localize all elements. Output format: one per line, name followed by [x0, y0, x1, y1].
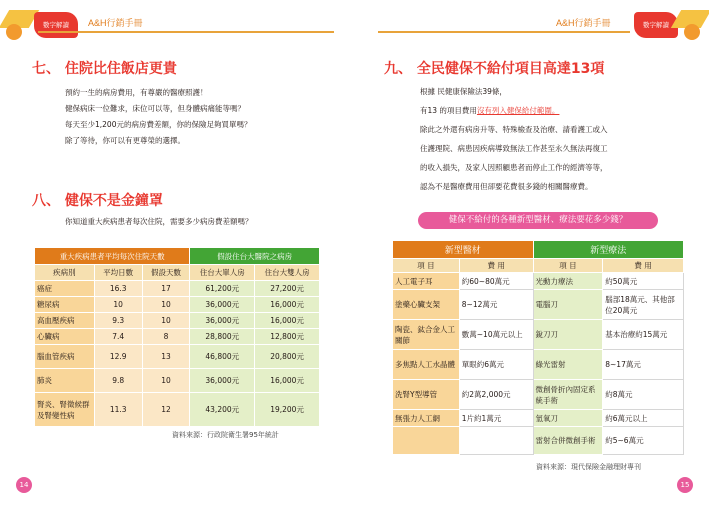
section9-body	[420, 82, 608, 196]
table-row	[35, 329, 320, 345]
table-row	[35, 313, 320, 329]
table-row	[393, 320, 684, 350]
table-cell: 單眼約6萬元	[459, 350, 533, 380]
table-cell: 9.8	[94, 369, 142, 393]
table-cell: 27,200元	[255, 281, 320, 297]
section7-line: 每天至少1,200元的病房費差額，你的保險足夠買單嗎？	[65, 120, 252, 129]
column-header: 住台大單人房	[190, 265, 255, 281]
table-cell: 綠光雷射	[533, 350, 603, 380]
section9-title: 九、 全民健保不給付項目高達13項	[384, 61, 605, 77]
table-cell: 10	[142, 313, 190, 329]
table-cell: 28,800元	[190, 329, 255, 345]
table-row	[35, 297, 320, 313]
table-row	[35, 393, 320, 427]
table-row	[35, 345, 320, 369]
column-header: 費 用	[459, 259, 533, 273]
table-row	[393, 410, 684, 427]
table-cell: 1片約1萬元	[459, 410, 533, 427]
section7-title: 七、 住院比住飯店更貴	[32, 61, 177, 77]
column-header: 疾病別	[35, 265, 95, 281]
column-header: 平均日數	[94, 265, 142, 281]
page-number-right: 15	[677, 477, 693, 493]
fruit-icon	[6, 24, 22, 40]
table-cell: 46,800元	[190, 345, 255, 369]
section9-line	[420, 101, 608, 120]
table-cell: 雷射合併微創手術	[533, 427, 603, 455]
table-cell: 光動力療法	[533, 273, 603, 290]
column-header: 費 用	[603, 259, 684, 273]
table-cell: 8~12萬元	[459, 290, 533, 320]
table-cell: 19,200元	[255, 393, 320, 427]
table-cell: 氫氧刀	[533, 410, 603, 427]
fruit-icon	[684, 24, 700, 40]
table-cell: 11.3	[94, 393, 142, 427]
table-cell: 糖尿病	[35, 297, 95, 313]
table-cell: 陶瓷、鈦合金人工關節	[393, 320, 460, 350]
table-cell: 肺炎	[35, 369, 95, 393]
table-cell: 12,800元	[255, 329, 320, 345]
hospital-stay-table	[34, 247, 320, 427]
table-head-left: 新型醫材	[393, 241, 534, 259]
table-cell: 10	[142, 369, 190, 393]
table-cell: 12	[142, 393, 190, 427]
table-cell: 癌症	[35, 281, 95, 297]
table-cell: 16.3	[94, 281, 142, 297]
table-cell: 洗腎Y型導管	[393, 380, 460, 410]
table-cell: 10	[94, 297, 142, 313]
table-head-right: 新型療法	[533, 241, 683, 259]
table-row	[393, 273, 684, 290]
section8-lead: 你知道重大疾病患者每次住院，需要多少病房費差額嗎？	[65, 217, 253, 226]
table-cell: 7.4	[94, 329, 142, 345]
table-head-right: 假設住台大醫院之病房	[190, 248, 320, 265]
question-banner: 健保不給付的各種新型醫材、療法要花多少錢？	[418, 212, 658, 229]
table-row	[35, 281, 320, 297]
source-note-left: 資料來源：行政院衛生署95年統計	[172, 431, 279, 439]
table-cell: 基本治療約15萬元	[603, 320, 684, 350]
section7-line: 除了等待，你可以有更尊榮的選擇。	[65, 136, 185, 145]
table-cell: 36,000元	[190, 297, 255, 313]
table-cell: 約60~80萬元	[459, 273, 533, 290]
table-cell: 13	[142, 345, 190, 369]
table-row	[393, 350, 684, 380]
table-cell: 約2萬2,000元	[459, 380, 533, 410]
table-cell: 36,000元	[190, 313, 255, 329]
section9-line: 住護理院、病患因疾病導致無法工作甚至永久無法再復工	[420, 144, 608, 153]
table-cell: 腦血管疾病	[35, 345, 95, 369]
table-cell: 數萬~10萬元以上	[459, 320, 533, 350]
table-cell: 8	[142, 329, 190, 345]
table-cell: 61,200元	[190, 281, 255, 297]
page-number-left: 14	[16, 477, 32, 493]
table-cell: 36,000元	[190, 369, 255, 393]
table-cell: 多焦點人工水晶體	[393, 350, 460, 380]
table-cell: 12.9	[94, 345, 142, 369]
header-badge-right: 數字解讀	[634, 12, 678, 38]
table-head-left: 重大疾病患者平均每次住院天數	[35, 248, 190, 265]
column-header: 項 目	[533, 259, 603, 273]
table-cell: 16,000元	[255, 297, 320, 313]
table-cell: 無張力人工網	[393, 410, 460, 427]
section7-body	[65, 85, 251, 149]
table-cell: 約50萬元	[603, 273, 684, 290]
header-title-right: A&H行銷手冊	[556, 18, 611, 28]
header-badge-left: 數字解讀	[34, 12, 78, 38]
section9-line: 根據 民健康保險法39條，	[420, 87, 507, 96]
section7-line: 健保病床一位難求，床位可以等，但身體病痛能等嗎？	[65, 104, 245, 113]
table-cell	[393, 427, 460, 455]
table-row	[393, 380, 684, 410]
table-cell: 腦部18萬元、其他部位20萬元	[603, 290, 684, 320]
section8-title: 八、 健保不是金鐘罩	[32, 193, 163, 209]
table-cell: 腎炎、腎徵候群及腎變性病	[35, 393, 95, 427]
source-note-right: 資料來源：現代保險金融理財專刊	[536, 463, 641, 471]
section7-line: 預約一生的病房費用，有尊嚴的醫療照護！	[65, 88, 208, 97]
table-cell: 約8萬元	[603, 380, 684, 410]
table-cell: 高血壓疾病	[35, 313, 95, 329]
column-header: 項 目	[393, 259, 460, 273]
table-cell	[459, 427, 533, 455]
treatment-cost-table	[392, 240, 684, 455]
table-cell: 9.3	[94, 313, 142, 329]
section9-line: 的收入損失，及家人因照顧患者而停止工作的經濟等等，	[420, 163, 608, 172]
column-header: 假設天數	[142, 265, 190, 281]
section9-line-prefix: 有13 的項目費用	[420, 106, 477, 115]
table-cell: 43,200元	[190, 393, 255, 427]
table-cell: 塗藥心臟支架	[393, 290, 460, 320]
table-row	[35, 369, 320, 393]
table-cell: 20,800元	[255, 345, 320, 369]
table-row	[393, 427, 684, 455]
table-cell: 約5~6萬元	[603, 427, 684, 455]
highlighted-text: 沒有列入健保給付範圍。	[476, 106, 560, 115]
table-cell: 16,000元	[255, 313, 320, 329]
table-row	[393, 290, 684, 320]
table-cell: 17	[142, 281, 190, 297]
section9-line: 除此之外還有病房升等、特殊檢查及治療、請看護工或入	[420, 125, 608, 134]
table-cell: 微創骨折內固定系統手術	[533, 380, 603, 410]
table-cell: 心臟病	[35, 329, 95, 345]
table-cell: 8~17萬元	[603, 350, 684, 380]
section9-line: 認為不是醫療費用但卻要花費很多錢的相關醫療費。	[420, 182, 593, 191]
table-cell: 銳刀刀	[533, 320, 603, 350]
table-cell: 約6萬元以上	[603, 410, 684, 427]
table-cell: 人工電子耳	[393, 273, 460, 290]
table-cell: 電腦刀	[533, 290, 603, 320]
column-header: 住台大雙人房	[255, 265, 320, 281]
header-divider-right	[378, 31, 630, 33]
header-title-left: A&H行銷手冊	[88, 18, 143, 28]
header-divider-left	[38, 31, 334, 33]
table-cell: 16,000元	[255, 369, 320, 393]
table-cell: 10	[142, 297, 190, 313]
